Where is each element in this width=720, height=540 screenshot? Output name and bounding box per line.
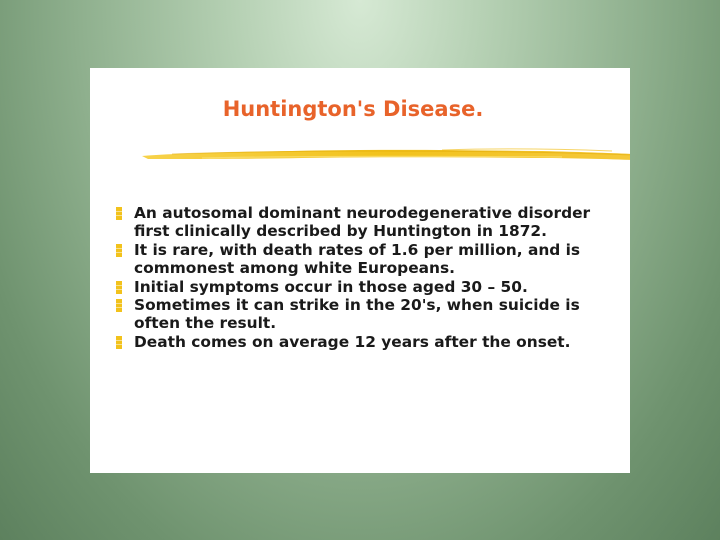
brush-stroke-underline — [142, 144, 630, 166]
list-item — [116, 333, 626, 351]
bullet-list — [116, 204, 626, 351]
bullet-marker-icon — [116, 207, 122, 220]
bullet-text: Sometimes it can strike in the 20's, when suicide is often the result. — [134, 296, 580, 333]
list-item — [116, 204, 626, 241]
list-item — [116, 278, 626, 296]
bullet-marker-icon — [116, 299, 122, 312]
bullet-text: Initial symptoms occur in those aged 30 – 50. — [134, 277, 528, 296]
bullet-text: An autosomal dominant neurodegenerative disorder first clinically described by Huntington in 1872. — [134, 204, 591, 241]
list-item — [116, 296, 626, 333]
slide-canvas — [90, 68, 630, 473]
list-item — [116, 241, 626, 278]
slide-title: Huntington's Disease. — [222, 97, 484, 121]
bullet-text: It is rare, with death rates of 1.6 per million, and is commonest among white Europeans. — [134, 240, 581, 278]
bullet-text: Death comes on average 12 years after the onset. — [134, 332, 571, 351]
bullet-marker-icon — [116, 244, 122, 257]
bullet-marker-icon — [116, 336, 122, 349]
bullet-marker-icon — [116, 281, 122, 294]
